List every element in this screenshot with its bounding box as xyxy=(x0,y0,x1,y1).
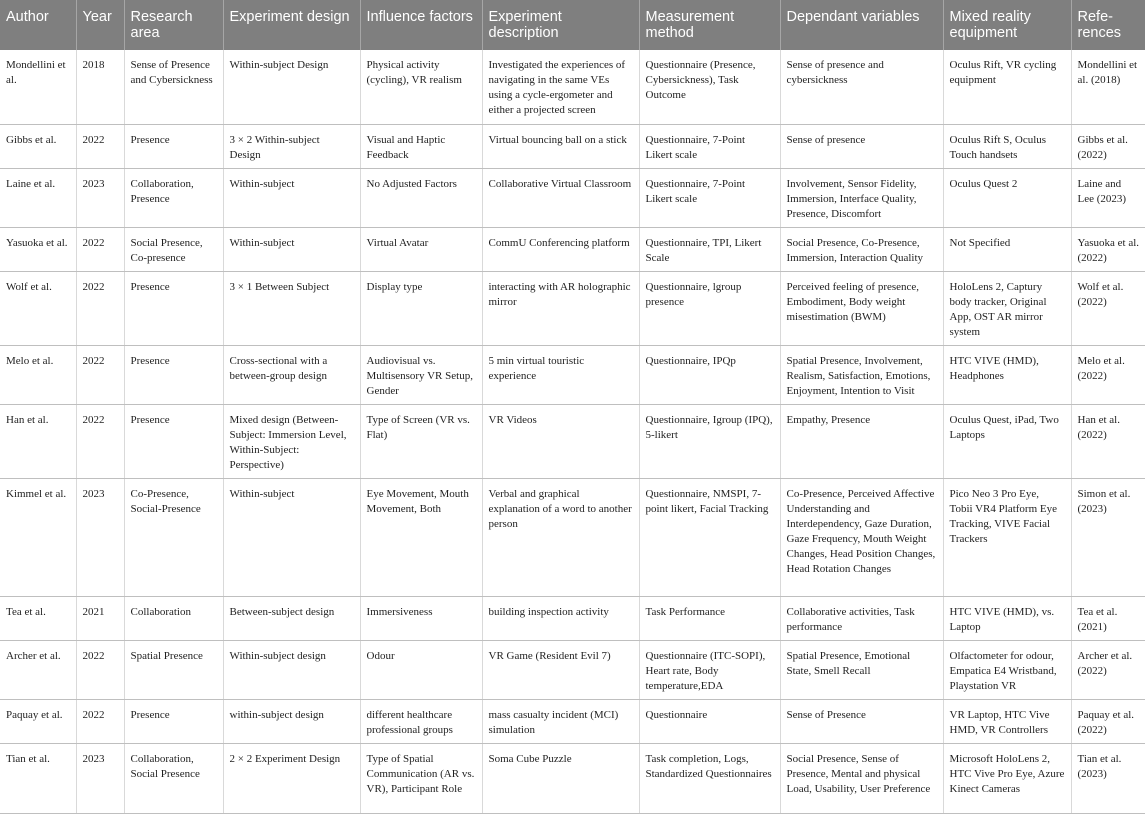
cell-year: 2022 xyxy=(76,641,124,700)
cell-research-area: Social Presence, Co-presence xyxy=(124,228,223,272)
cell-influence-factors: Type of Spatial Communication (AR vs. VR), Participant Role xyxy=(360,744,482,814)
cell-year: 2022 xyxy=(76,272,124,346)
cell-dependant-variables: Co-Presence, Perceived Affective Understanding and Interdependency, Gaze Duration, Gaze Frequency, Mouth Weight Changes, Head Position Changes, Head Rotation Changes xyxy=(780,479,943,597)
cell-measurement-method: Questionnaire, IPQp xyxy=(639,346,780,405)
cell-mixed-reality-equipment: Oculus Rift S, Oculus Touch handsets xyxy=(943,125,1071,169)
cell-influence-factors: Type of Screen (VR vs. Flat) xyxy=(360,405,482,479)
cell-author: Gibbs et al. xyxy=(0,125,76,169)
cell-measurement-method: Task completion, Logs, Standardized Questionnaires xyxy=(639,744,780,814)
table-body xyxy=(0,50,1145,814)
cell-references: Simon et al. (2023) xyxy=(1071,479,1145,597)
cell-dependant-variables: Sense of presence and cybersickness xyxy=(780,50,943,125)
cell-mixed-reality-equipment: Microsoft HoloLens 2, HTC Vive Pro Eye, Azure Kinect Cameras xyxy=(943,744,1071,814)
cell-research-area: Presence xyxy=(124,700,223,744)
cell-experiment-description: Investigated the experiences of navigating in the same VEs using a cycle-ergometer and either a projected screen xyxy=(482,50,639,125)
cell-experiment-design: Within-subject xyxy=(223,479,360,597)
cell-author: Tea et al. xyxy=(0,597,76,641)
cell-measurement-method: Questionnaire, TPI, Likert Scale xyxy=(639,228,780,272)
cell-experiment-description: VR Videos xyxy=(482,405,639,479)
cell-references: Tea et al. (2021) xyxy=(1071,597,1145,641)
cell-research-area: Presence xyxy=(124,346,223,405)
table-row xyxy=(0,125,1145,169)
cell-references: Han et al. (2022) xyxy=(1071,405,1145,479)
cell-measurement-method: Questionnaire, lgroup presence xyxy=(639,272,780,346)
cell-mixed-reality-equipment: HTC VIVE (HMD), Headphones xyxy=(943,346,1071,405)
cell-experiment-design: 3 × 2 Within-subject Design xyxy=(223,125,360,169)
cell-author: Mondellini et al. xyxy=(0,50,76,125)
cell-references: Archer et al. (2022) xyxy=(1071,641,1145,700)
cell-research-area: Presence xyxy=(124,272,223,346)
cell-influence-factors: Immersiveness xyxy=(360,597,482,641)
cell-year: 2023 xyxy=(76,744,124,814)
cell-references: Wolf et al. (2022) xyxy=(1071,272,1145,346)
table-header xyxy=(0,0,1145,50)
cell-references: Yasuoka et al. (2022) xyxy=(1071,228,1145,272)
cell-year: 2022 xyxy=(76,700,124,744)
table-row xyxy=(0,744,1145,814)
table-row xyxy=(0,479,1145,597)
cell-dependant-variables: Empathy, Presence xyxy=(780,405,943,479)
table-row xyxy=(0,346,1145,405)
cell-year: 2022 xyxy=(76,405,124,479)
cell-experiment-description: interacting with AR holographic mirror xyxy=(482,272,639,346)
cell-influence-factors: Virtual Avatar xyxy=(360,228,482,272)
cell-dependant-variables: Sense of presence xyxy=(780,125,943,169)
cell-experiment-description: VR Game (Resident Evil 7) xyxy=(482,641,639,700)
cell-author: Archer et al. xyxy=(0,641,76,700)
header-influence-factors: Influence factors xyxy=(360,0,482,50)
cell-experiment-description: Verbal and graphical explanation of a word to another person xyxy=(482,479,639,597)
cell-experiment-design: Within-subject design xyxy=(223,641,360,700)
cell-author: Han et al. xyxy=(0,405,76,479)
cell-author: Kimmel et al. xyxy=(0,479,76,597)
header-measurement-method: Measurement method xyxy=(639,0,780,50)
cell-dependant-variables: Collaborative activities, Task performance xyxy=(780,597,943,641)
cell-influence-factors: different healthcare professional groups xyxy=(360,700,482,744)
cell-measurement-method: Task Performance xyxy=(639,597,780,641)
header-author: Author xyxy=(0,0,76,50)
table-row xyxy=(0,597,1145,641)
table-row xyxy=(0,169,1145,228)
cell-research-area: Presence xyxy=(124,125,223,169)
cell-experiment-description: Soma Cube Puzzle xyxy=(482,744,639,814)
cell-measurement-method: Questionnaire, 7-Point Likert scale xyxy=(639,125,780,169)
header-dependant-variables: Dependant variables xyxy=(780,0,943,50)
cell-year: 2022 xyxy=(76,346,124,405)
cell-measurement-method: Questionnaire, Igroup (IPQ), 5-likert xyxy=(639,405,780,479)
cell-research-area: Collaboration, Presence xyxy=(124,169,223,228)
cell-mixed-reality-equipment: VR Laptop, HTC Vive HMD, VR Controllers xyxy=(943,700,1071,744)
cell-influence-factors: Audiovisual vs. Multisensory VR Setup, Gender xyxy=(360,346,482,405)
cell-dependant-variables: Social Presence, Co-Presence, Immersion, Interaction Quality xyxy=(780,228,943,272)
cell-mixed-reality-equipment: Oculus Quest, iPad, Two Laptops xyxy=(943,405,1071,479)
cell-research-area: Co-Presence, Social-Presence xyxy=(124,479,223,597)
cell-experiment-description: Collaborative Virtual Classroom xyxy=(482,169,639,228)
cell-author: Laine et al. xyxy=(0,169,76,228)
cell-research-area: Collaboration xyxy=(124,597,223,641)
cell-experiment-description: Virtual bouncing ball on a stick xyxy=(482,125,639,169)
header-experiment-design: Experiment design xyxy=(223,0,360,50)
cell-dependant-variables: Sense of Presence xyxy=(780,700,943,744)
table-row xyxy=(0,641,1145,700)
cell-experiment-design: 2 × 2 Experiment Design xyxy=(223,744,360,814)
cell-dependant-variables: Spatial Presence, Involvement, Realism, Satisfaction, Emotions, Enjoyment, Intention to Visit xyxy=(780,346,943,405)
table-row xyxy=(0,700,1145,744)
cell-influence-factors: Visual and Haptic Feedback xyxy=(360,125,482,169)
cell-references: Melo et al. (2022) xyxy=(1071,346,1145,405)
cell-measurement-method: Questionnaire, 7-Point Likert scale xyxy=(639,169,780,228)
cell-experiment-description: mass casualty incident (MCI) simulation xyxy=(482,700,639,744)
header-experiment-description: Experiment description xyxy=(482,0,639,50)
cell-year: 2023 xyxy=(76,479,124,597)
cell-influence-factors: Odour xyxy=(360,641,482,700)
header-row xyxy=(0,0,1145,50)
cell-research-area: Spatial Presence xyxy=(124,641,223,700)
cell-experiment-design: Within-subject xyxy=(223,228,360,272)
cell-year: 2022 xyxy=(76,125,124,169)
cell-mixed-reality-equipment: Pico Neo 3 Pro Eye, Tobii VR4 Platform Eye Tracking, VIVE Facial Trackers xyxy=(943,479,1071,597)
cell-experiment-design: 3 × 1 Between Subject xyxy=(223,272,360,346)
cell-measurement-method: Questionnaire, NMSPI, 7-point likert, Facial Tracking xyxy=(639,479,780,597)
cell-influence-factors: Eye Movement, Mouth Movement, Both xyxy=(360,479,482,597)
cell-experiment-description: 5 min virtual touristic experience xyxy=(482,346,639,405)
cell-references: Paquay et al. (2022) xyxy=(1071,700,1145,744)
cell-references: Tian et al. (2023) xyxy=(1071,744,1145,814)
cell-year: 2022 xyxy=(76,228,124,272)
cell-dependant-variables: Involvement, Sensor Fidelity, Immersion, Interface Quality, Presence, Discomfort xyxy=(780,169,943,228)
cell-experiment-design: Mixed design (Between-Subject: Immersion Level, Within-Subject: Perspective) xyxy=(223,405,360,479)
cell-experiment-design: Within-subject xyxy=(223,169,360,228)
cell-mixed-reality-equipment: Oculus Rift, VR cycling equipment xyxy=(943,50,1071,125)
cell-mixed-reality-equipment: Olfactometer for odour, Empatica E4 Wristband, Playstation VR xyxy=(943,641,1071,700)
cell-author: Wolf et al. xyxy=(0,272,76,346)
cell-influence-factors: Physical activity (cycling), VR realism xyxy=(360,50,482,125)
header-year: Year xyxy=(76,0,124,50)
cell-experiment-design: Between-subject design xyxy=(223,597,360,641)
cell-measurement-method: Questionnaire (ITC-SOPI), Heart rate, Body temperature,EDA xyxy=(639,641,780,700)
cell-dependant-variables: Perceived feeling of presence, Embodiment, Body weight misestimation (BWM) xyxy=(780,272,943,346)
cell-experiment-description: CommU Conferencing platform xyxy=(482,228,639,272)
cell-influence-factors: No Adjusted Factors xyxy=(360,169,482,228)
header-references: Refe-rences xyxy=(1071,0,1145,50)
cell-mixed-reality-equipment: HoloLens 2, Captury body tracker, Original App, OST AR mirror system xyxy=(943,272,1071,346)
cell-year: 2021 xyxy=(76,597,124,641)
cell-experiment-design: within-subject design xyxy=(223,700,360,744)
cell-dependant-variables: Spatial Presence, Emotional State, Smell Recall xyxy=(780,641,943,700)
cell-influence-factors: Display type xyxy=(360,272,482,346)
cell-mixed-reality-equipment: Not Specified xyxy=(943,228,1071,272)
cell-references: Gibbs et al. (2022) xyxy=(1071,125,1145,169)
cell-author: Yasuoka et al. xyxy=(0,228,76,272)
table-row xyxy=(0,228,1145,272)
cell-dependant-variables: Social Presence, Sense of Presence, Mental and physical Load, Usability, User Preference xyxy=(780,744,943,814)
cell-references: Mondellini et al. (2018) xyxy=(1071,50,1145,125)
cell-experiment-design: Within-subject Design xyxy=(223,50,360,125)
cell-year: 2018 xyxy=(76,50,124,125)
cell-research-area: Sense of Presence and Cybersickness xyxy=(124,50,223,125)
cell-references: Laine and Lee (2023) xyxy=(1071,169,1145,228)
cell-author: Paquay et al. xyxy=(0,700,76,744)
cell-mixed-reality-equipment: Oculus Quest 2 xyxy=(943,169,1071,228)
cell-experiment-design: Cross-sectional with a between-group design xyxy=(223,346,360,405)
cell-mixed-reality-equipment: HTC VIVE (HMD), vs. Laptop xyxy=(943,597,1071,641)
cell-measurement-method: Questionnaire (Presence, Cybersickness), Task Outcome xyxy=(639,50,780,125)
cell-author: Melo et al. xyxy=(0,346,76,405)
table-row xyxy=(0,50,1145,125)
table-row xyxy=(0,272,1145,346)
header-research-area: Research area xyxy=(124,0,223,50)
table-row xyxy=(0,405,1145,479)
cell-year: 2023 xyxy=(76,169,124,228)
cell-experiment-description: building inspection activity xyxy=(482,597,639,641)
cell-measurement-method: Questionnaire xyxy=(639,700,780,744)
cell-research-area: Presence xyxy=(124,405,223,479)
cell-research-area: Collaboration, Social Presence xyxy=(124,744,223,814)
cell-author: Tian et al. xyxy=(0,744,76,814)
header-mixed-reality-equipment: Mixed reality equipment xyxy=(943,0,1071,50)
